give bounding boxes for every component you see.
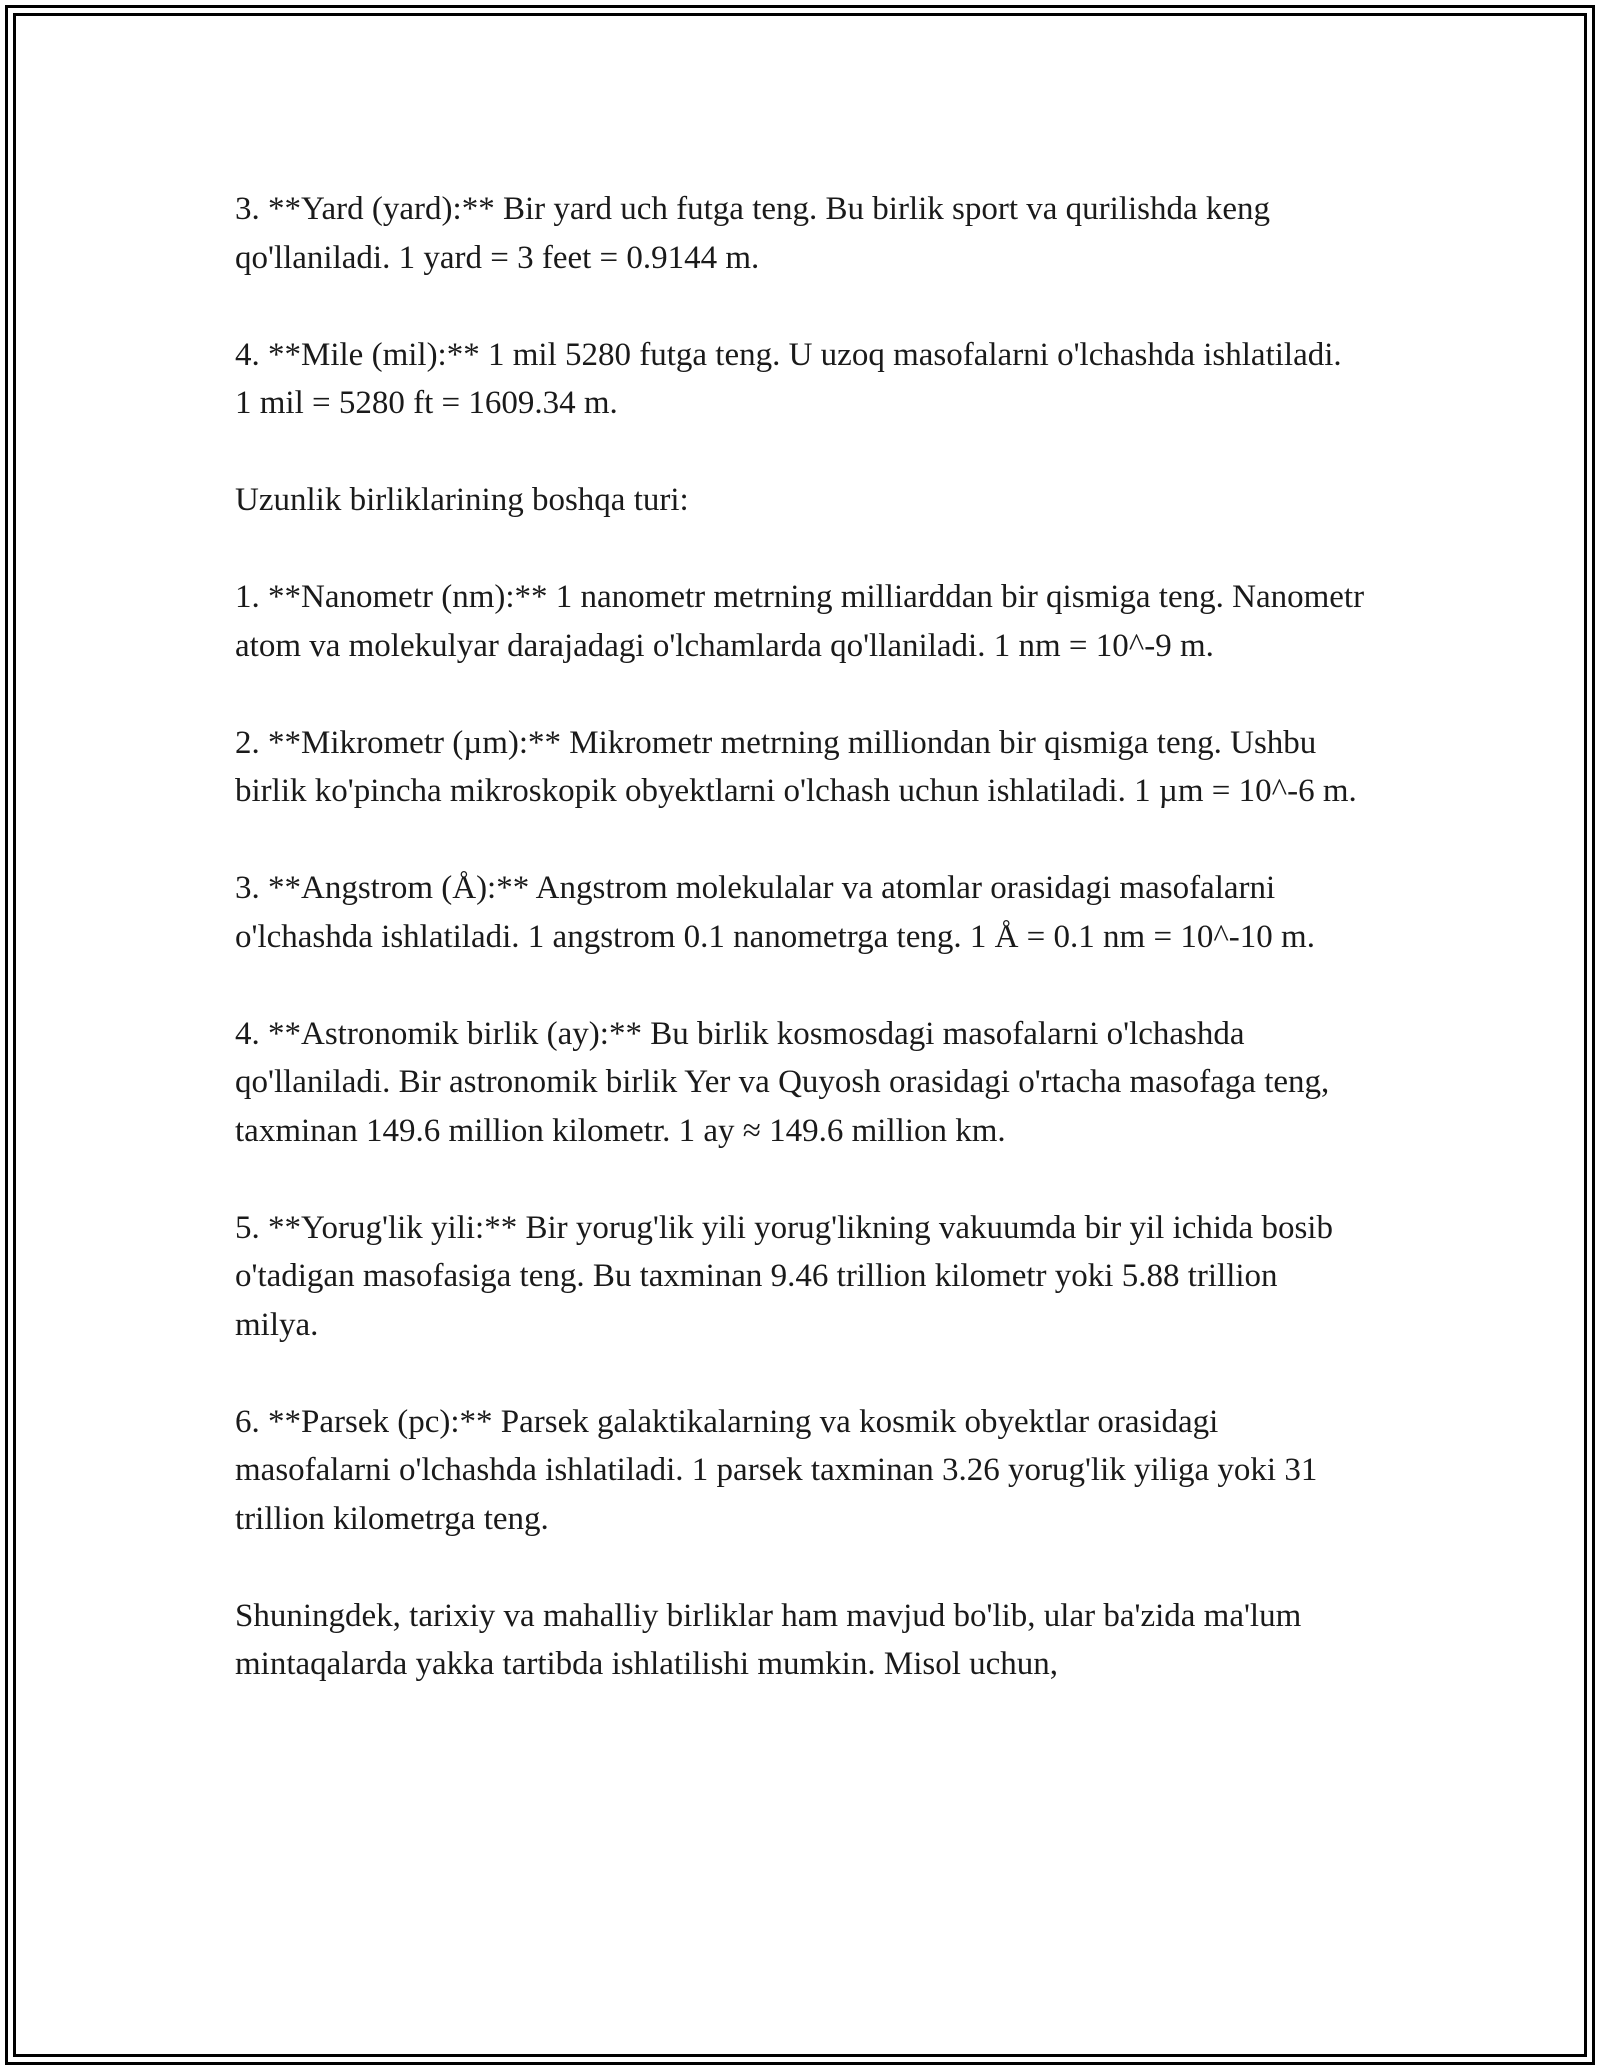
paragraph-mikrometr: 2. **Mikrometr (µm):** Mikrometr metrning milliondan bir qismiga teng. Ushbu birlik ko'pincha mikroskopik obyektlarni o'lchash uchun ishlatiladi. 1 µm = 10^-6 m. bbox=[235, 724, 1357, 809]
paragraph-yoruglik-yili: 5. **Yorug'lik yili:** Bir yorug'lik yili yorug'likning vakuumda bir yil ichida bosib o'tadigan masofasiga teng. Bu taxminan 9.46 trillion kilometr yoki 5.88 trillion milya. bbox=[235, 1209, 1333, 1343]
document-body bbox=[235, 185, 1365, 1737]
paragraph-astronomik-birlik: 4. **Astronomik birlik (ay):** Bu birlik kosmosdagi masofalarni o'lchashda qo'llaniladi. Bir astronomik birlik Yer va Quyosh orasidagi o'rtacha masofaga teng, taxminan 149.6 million kilometr. 1 ay ≈ 149.6 million km. bbox=[235, 1015, 1330, 1149]
paragraph-nanometr: 1. **Nanometr (nm):** 1 nanometr metrning milliarddan bir qismiga teng. Nanometr atom va molekulyar darajadagi o'lchamlarda qo'llaniladi. 1 nm = 10^-9 m. bbox=[235, 579, 1365, 664]
paragraph-angstrom: 3. **Angstrom (Å):** Angstrom molekulalar va atomlar orasidagi masofalarni o'lchashda ishlatiladi. 1 angstrom 0.1 nanometrga teng. 1 Å = 0.1 nm = 10^-10 m. bbox=[235, 870, 1315, 955]
paragraph-mile: 4. **Mile (mil):** 1 mil 5280 futga teng. U uzoq masofalarni o'lchashda ishlatiladi. 1 mil = 5280 ft = 1609.34 m. bbox=[235, 336, 1342, 421]
paragraph-parsek: 6. **Parsek (pc):** Parsek galaktikalarning va kosmik obyektlar orasidagi masofalarni o'lchashda ishlatiladi. 1 parsek taxminan 3.26 yorug'lik yiliga yoki 31 trillion kilometrga teng. bbox=[235, 1403, 1318, 1537]
paragraph-yard: 3. **Yard (yard):** Bir yard uch futga teng. Bu birlik sport va qurilishda keng qo'llaniladi. 1 yard = 3 feet = 0.9144 m. bbox=[235, 191, 1271, 276]
paragraph-other-units-heading: Uzunlik birliklarining boshqa turi: bbox=[235, 482, 689, 518]
paragraph-closing: Shuningdek, tarixiy va mahalliy birliklar ham mavjud bo'lib, ular ba'zida ma'lum mintaqalarda yakka tartibda ishlatilishi mumkin. Misol uchun, bbox=[235, 1597, 1302, 1682]
